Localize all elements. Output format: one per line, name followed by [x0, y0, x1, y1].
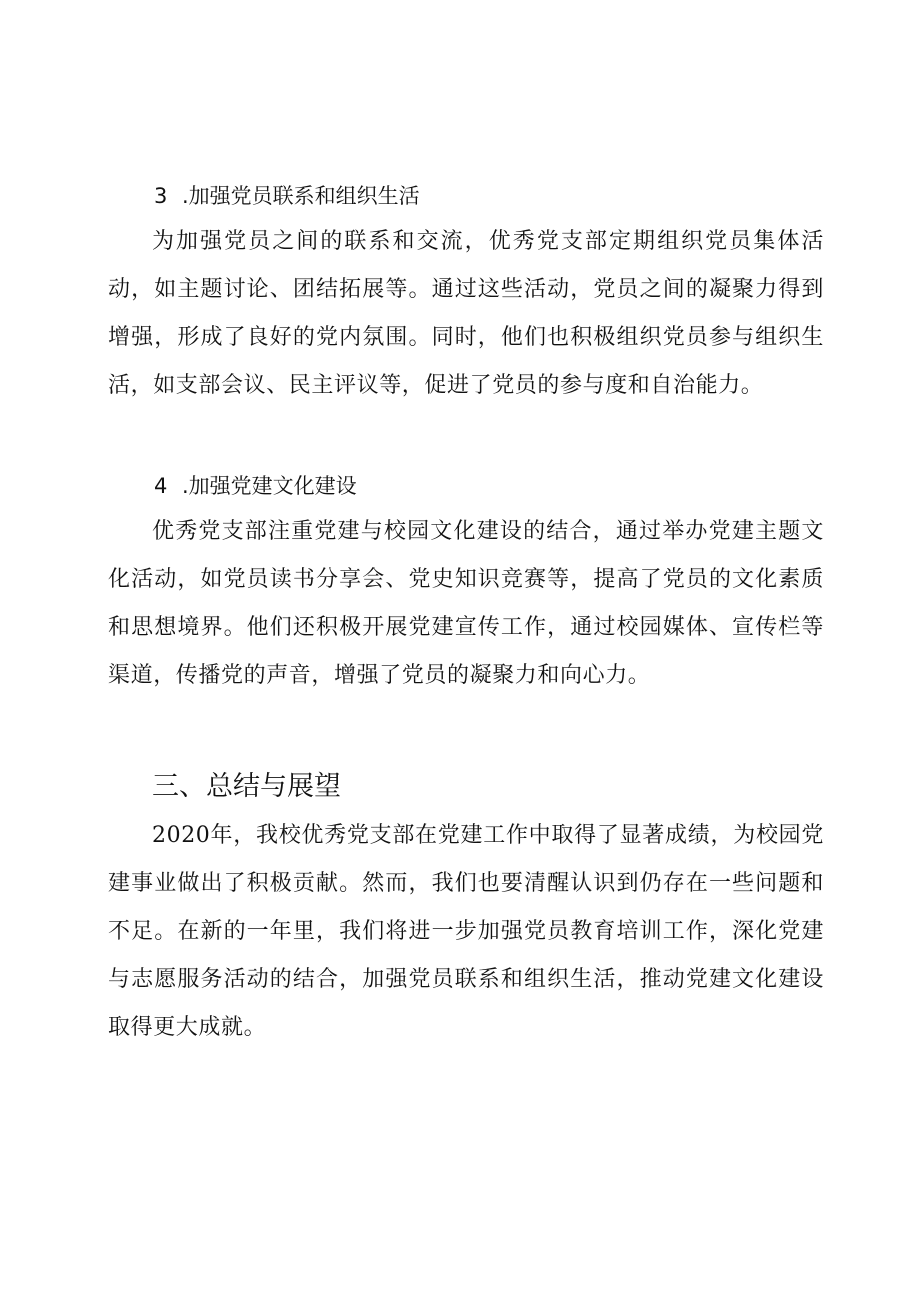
summary-paragraph: 2020年，我校优秀党支部在党建工作中取得了显著成绩，为校园党建事业做出了积极贡献。然而，我们也要清醒认识到仍存在一些问题和不足。在新的一年里，我们将进一步加强党员教育培训工作，深化党建与志愿服务活动的结合，加强党员联系和组织生活，推动党建文化建设取得更大成就。: [108, 823, 824, 1040]
section-3-heading: [154, 182, 824, 210]
section-4-paragraph: 优秀党支部注重党建与校园文化建设的结合，通过举办党建主题文化活动，如党员读书分享会、党史知识竞赛等，提高了党员的文化素质和思想境界。他们还积极开展党建宣传工作，通过校园媒体、宣传栏等渠道，传播党的声音，增强了党员的凝聚力和向心力。: [108, 519, 824, 688]
section-3-paragraph: 为加强党员之间的联系和交流，优秀党支部定期组织党员集体活动，如主题讨论、团结拓展等。通过这些活动，党员之间的凝聚力得到增强，形成了良好的党内氛围。同时，他们也积极组织党员参与组织生活，如支部会议、民主评议等，促进了党员的参与度和自治能力。: [108, 229, 824, 398]
section-4-title: .加强党建文化建设: [182, 474, 357, 498]
section-3: [108, 182, 824, 410]
section-4: [108, 472, 824, 700]
section-4-heading: [154, 472, 824, 500]
summary-title: 三、总结与展望: [152, 771, 341, 802]
summary-section: [108, 770, 824, 1052]
section-3-title: .加强党员联系和组织生活: [182, 184, 420, 208]
section-4-number: 4: [154, 474, 168, 498]
section-3-number: 3: [154, 184, 168, 208]
